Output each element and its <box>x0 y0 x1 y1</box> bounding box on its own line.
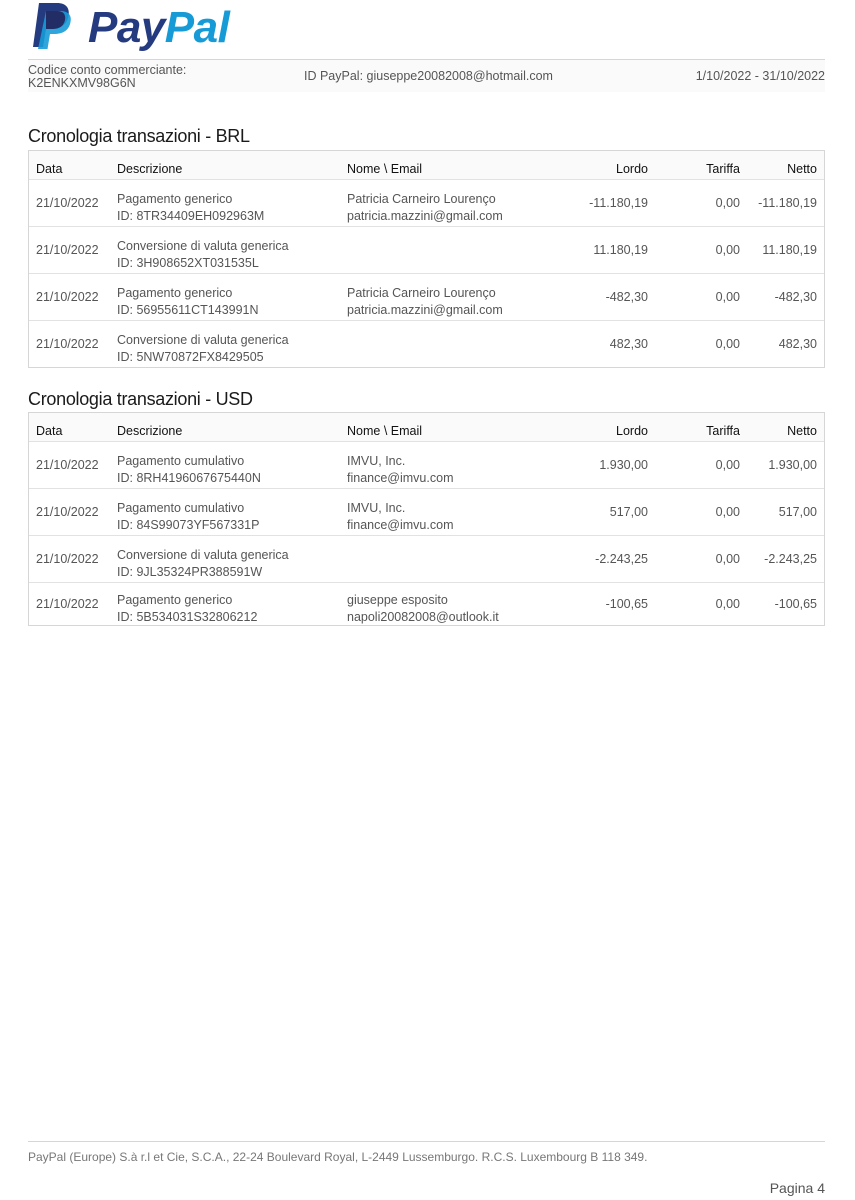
merchant-code <box>28 64 186 90</box>
row-fee: 0,00 <box>715 597 740 611</box>
col-net: Netto <box>787 162 817 176</box>
table-row <box>29 582 824 625</box>
row-net: -11.180,19 <box>758 196 817 210</box>
row-id: ID: 5NW70872FX8429505 <box>117 350 264 364</box>
table-header <box>29 413 824 441</box>
row-name: giuseppe esposito <box>347 593 448 607</box>
row-counterparty <box>347 285 503 319</box>
row-date: 21/10/2022 <box>36 597 99 611</box>
row-id: ID: 8RH4196067675440N <box>117 471 261 485</box>
row-name: IMVU, Inc. <box>347 454 406 468</box>
paypal-p-icon <box>30 1 74 51</box>
row-date: 21/10/2022 <box>36 337 99 351</box>
row-fee: 0,00 <box>715 337 740 351</box>
col-description: Descrizione <box>117 424 183 438</box>
row-date: 21/10/2022 <box>36 290 99 304</box>
section-title-usd: Cronologia transazioni - USD <box>28 389 253 409</box>
col-name-email: Nome \ Email <box>347 424 423 438</box>
row-email: finance@imvu.com <box>347 518 454 532</box>
row-type: Pagamento generico <box>117 593 233 607</box>
row-description <box>117 332 289 366</box>
row-id: ID: 84S99073YF567331P <box>117 518 260 532</box>
col-name-email: Nome \ Email <box>347 162 423 176</box>
table-row <box>29 441 824 488</box>
col-net: Netto <box>787 424 817 438</box>
row-net: -100,65 <box>774 597 817 611</box>
row-name: Patricia Carneiro Lourenço <box>347 286 496 300</box>
row-fee: 0,00 <box>715 505 740 519</box>
merchant-code-value: K2ENKXMV98G6N <box>28 76 136 90</box>
row-net: 1.930,00 <box>768 458 817 472</box>
row-type: Conversione di valuta generica <box>117 548 289 562</box>
row-fee: 0,00 <box>715 458 740 472</box>
row-type: Pagamento generico <box>117 192 233 206</box>
row-type: Pagamento cumulativo <box>117 454 245 468</box>
row-date: 21/10/2022 <box>36 196 99 210</box>
merchant-code-label: Codice conto commerciante: <box>28 63 187 77</box>
row-counterparty <box>347 592 499 626</box>
row-gross: 482,30 <box>609 337 648 351</box>
row-gross: -100,65 <box>605 597 648 611</box>
col-date: Data <box>36 424 63 438</box>
statement-period: 1/10/2022 - 31/10/2022 <box>695 69 825 83</box>
row-name: IMVU, Inc. <box>347 501 406 515</box>
row-net: -2.243,25 <box>764 552 817 566</box>
legal-notice: PayPal (Europe) S.à r.l et Cie, S.C.A., 22-24 Boulevard Royal, L-2449 Lussemburgo. R.C.S. Luxembourg B 118 349. <box>28 1150 648 1164</box>
row-id: ID: 5B534031S32806212 <box>117 610 258 624</box>
row-gross: -2.243,25 <box>595 552 648 566</box>
table-row <box>29 179 824 226</box>
row-description <box>117 500 259 534</box>
row-date: 21/10/2022 <box>36 458 99 472</box>
paypal-logo <box>30 0 229 52</box>
wordmark-pay: Pay <box>88 3 165 52</box>
col-gross: Lordo <box>616 424 648 438</box>
table-row <box>29 320 824 367</box>
row-fee: 0,00 <box>715 243 740 257</box>
col-fee: Tariffa <box>706 424 740 438</box>
row-net: 482,30 <box>778 337 817 351</box>
row-net: -482,30 <box>774 290 817 304</box>
row-email: patricia.mazzini@gmail.com <box>347 209 503 223</box>
row-name: Patricia Carneiro Lourenço <box>347 192 496 206</box>
row-date: 21/10/2022 <box>36 243 99 257</box>
row-fee: 0,00 <box>715 290 740 304</box>
table-row <box>29 273 824 320</box>
row-counterparty <box>347 191 503 225</box>
row-type: Conversione di valuta generica <box>117 239 289 253</box>
col-fee: Tariffa <box>706 162 740 176</box>
transactions-table-brl <box>28 150 825 368</box>
row-counterparty <box>347 453 453 487</box>
row-id: ID: 9JL35324PR388591W <box>117 565 263 579</box>
row-email: patricia.mazzini@gmail.com <box>347 303 503 317</box>
row-gross: -482,30 <box>605 290 648 304</box>
row-type: Conversione di valuta generica <box>117 333 289 347</box>
row-net: 517,00 <box>778 505 817 519</box>
wordmark-pal: Pal <box>164 3 230 52</box>
row-date: 21/10/2022 <box>36 505 99 519</box>
transactions-table-usd <box>28 412 825 626</box>
col-description: Descrizione <box>117 162 183 176</box>
row-fee: 0,00 <box>715 552 740 566</box>
row-email: finance@imvu.com <box>347 471 454 485</box>
row-id: ID: 3H908652XT031535L <box>117 256 259 270</box>
row-counterparty <box>347 500 453 534</box>
row-description <box>117 592 257 626</box>
row-id: ID: 56955611CT143991N <box>117 303 259 317</box>
row-type: Pagamento generico <box>117 286 233 300</box>
row-net: 11.180,19 <box>762 243 817 257</box>
row-description <box>117 238 289 272</box>
table-row <box>29 535 824 582</box>
row-gross: 11.180,19 <box>593 243 648 257</box>
row-description <box>117 191 264 225</box>
section-title-brl: Cronologia transazioni - BRL <box>28 126 250 146</box>
row-description <box>117 453 261 487</box>
row-gross: 517,00 <box>609 505 648 519</box>
table-row <box>29 226 824 273</box>
row-description <box>117 547 289 581</box>
page-number: Pagina 4 <box>769 1180 825 1196</box>
paypal-id: ID PayPal: giuseppe20082008@hotmail.com <box>304 69 553 83</box>
row-gross: 1.930,00 <box>599 458 648 472</box>
row-gross: -11.180,19 <box>589 196 648 210</box>
paypal-wordmark <box>88 3 230 52</box>
row-id: ID: 8TR34409EH092963M <box>117 209 265 223</box>
table-row <box>29 488 824 535</box>
footer-divider <box>28 1141 825 1142</box>
row-date: 21/10/2022 <box>36 552 99 566</box>
col-date: Data <box>36 162 63 176</box>
col-gross: Lordo <box>616 162 648 176</box>
row-fee: 0,00 <box>715 196 740 210</box>
table-header <box>29 151 824 179</box>
row-email: napoli20082008@outlook.it <box>347 610 499 624</box>
row-description <box>117 285 259 319</box>
row-type: Pagamento cumulativo <box>117 501 245 515</box>
